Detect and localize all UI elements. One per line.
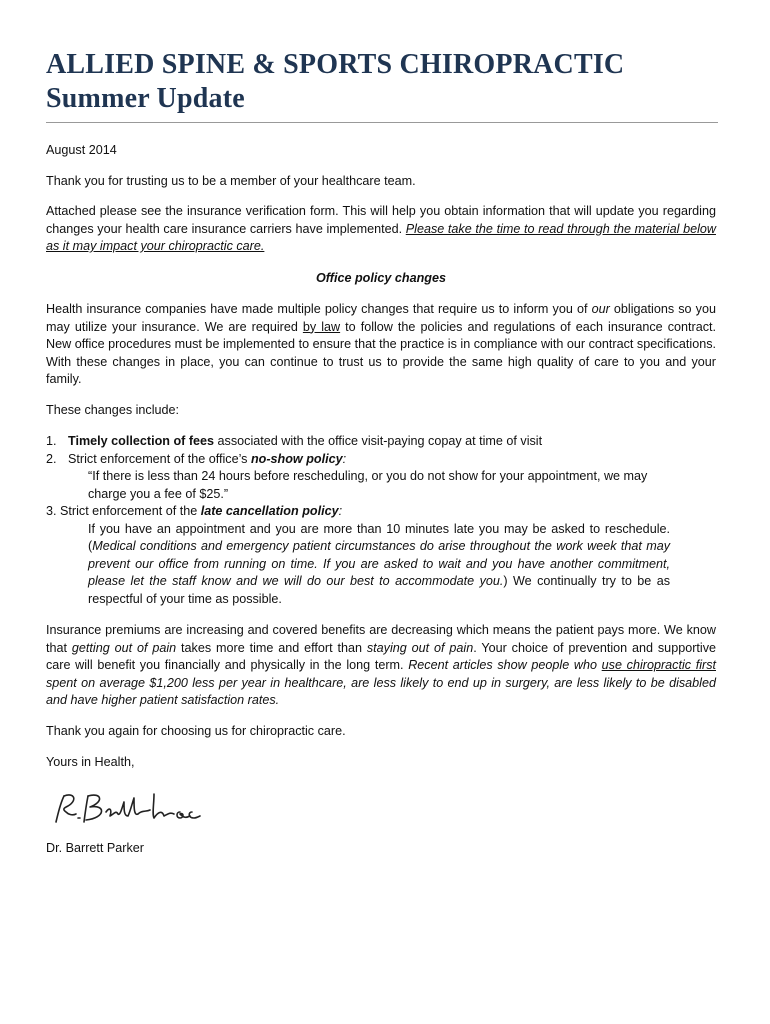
list-item xyxy=(46,503,716,521)
policy-text-b: obligations so you may utilize your insurance. We are required xyxy=(46,302,716,334)
premiums-getting: getting out of pain xyxy=(71,640,177,655)
item3-detail xyxy=(46,521,716,609)
premiums-staying: staying out of pain xyxy=(366,640,474,655)
changes-intro: These changes include: xyxy=(46,402,180,417)
item3-text: 3. Strict enforcement of the xyxy=(46,504,201,518)
item2-colon: : xyxy=(342,451,347,466)
page-title xyxy=(46,48,716,116)
signer-name: Dr. Barrett Parker xyxy=(46,840,144,855)
item2-text: Strict enforcement of the office’s xyxy=(68,451,251,466)
premiums-emphasis: use chiropractic first xyxy=(601,658,716,672)
item3-policy: late cancellation policy xyxy=(200,504,339,518)
premiums-paragraph xyxy=(46,622,716,710)
item3-colon: : xyxy=(338,504,343,518)
item1-text: associated with the office visit-paying copay at time of visit xyxy=(214,434,543,448)
attached-emphasis: Please take the time to read through the material below as it may impact your chiropractic care. xyxy=(46,221,716,253)
signature xyxy=(50,788,716,832)
list-number: 1. xyxy=(46,434,57,448)
premiums-text-b: takes more time and effort than xyxy=(176,640,367,655)
list-number: 2. xyxy=(46,451,57,466)
policy-by-law: by law xyxy=(302,319,341,334)
letter-page xyxy=(46,48,716,857)
premiums-text-e: spent on average $1,200 less per year in healthcare, are less likely to end up in surgery, are less likely to be disabled and have higher patient satisfaction rates. xyxy=(46,675,716,707)
title-line-1: ALLIED SPINE & SPORTS CHIROPRACTIC xyxy=(46,49,625,80)
premiums-text-a: Insurance premiums are increasing and covered benefits are decreasing which means the patient pays more. We know that xyxy=(46,623,716,655)
item3-detail-italic: Medical conditions and emergency patient circumstances do arise throughout the work week that may prevent our office from running on time. If you are asked to wait and you have another commitment, please let the staff know and we will do our best to accommodate you. xyxy=(88,539,670,588)
item2-quote: “If there is less than 24 hours before rescheduling, or you do not show for your appointment, we may charge you a fee of $25.” xyxy=(88,469,648,501)
closing: Yours in Health, xyxy=(46,755,135,769)
item3-detail-b: ) We continually try to be as respectful of your time as possible. xyxy=(88,574,670,606)
title-line-2: Summer Update xyxy=(46,83,245,114)
thanks-paragraph: Thank you for trusting us to be a member of your healthcare team. xyxy=(46,173,416,188)
item3-detail-a: If you have an appointment and you are more than 10 minutes late you may be asked to reschedule. ( xyxy=(88,521,670,553)
signature-image xyxy=(50,788,210,832)
thanks-again: Thank you again for choosing us for chiropractic care. xyxy=(46,723,346,738)
letter-date: August 2014 xyxy=(46,143,117,157)
list-item xyxy=(46,451,716,469)
policy-our: our xyxy=(591,302,610,316)
attached-text: Attached please see the insurance verification form. This will help you obtain information that will update you regarding changes your health care insurance carriers have implemented. xyxy=(46,204,716,236)
attached-paragraph xyxy=(46,203,716,256)
policy-text-a: Health insurance companies have made multiple policy changes that require us to inform you of xyxy=(46,302,592,316)
item2-policy: no-show policy xyxy=(250,451,343,466)
premiums-text-d: Recent articles show people who xyxy=(408,658,602,672)
policy-paragraph xyxy=(46,301,716,389)
list-item xyxy=(46,433,716,451)
policy-text-c: to follow the policies and regulations of each insurance contract. New office procedures must be implemented to ensure that the practice is in compliance with our contract specifications. With these changes in place, you can continue to trust us to provide the same high quality of care to you and your family. xyxy=(46,319,716,386)
premiums-text-c: . Your choice of prevention and supportive care will benefit you financially and physically in the long term. xyxy=(46,640,716,672)
item1-bold: Timely collection of fees xyxy=(68,434,215,448)
section-heading: Office policy changes xyxy=(316,270,446,285)
